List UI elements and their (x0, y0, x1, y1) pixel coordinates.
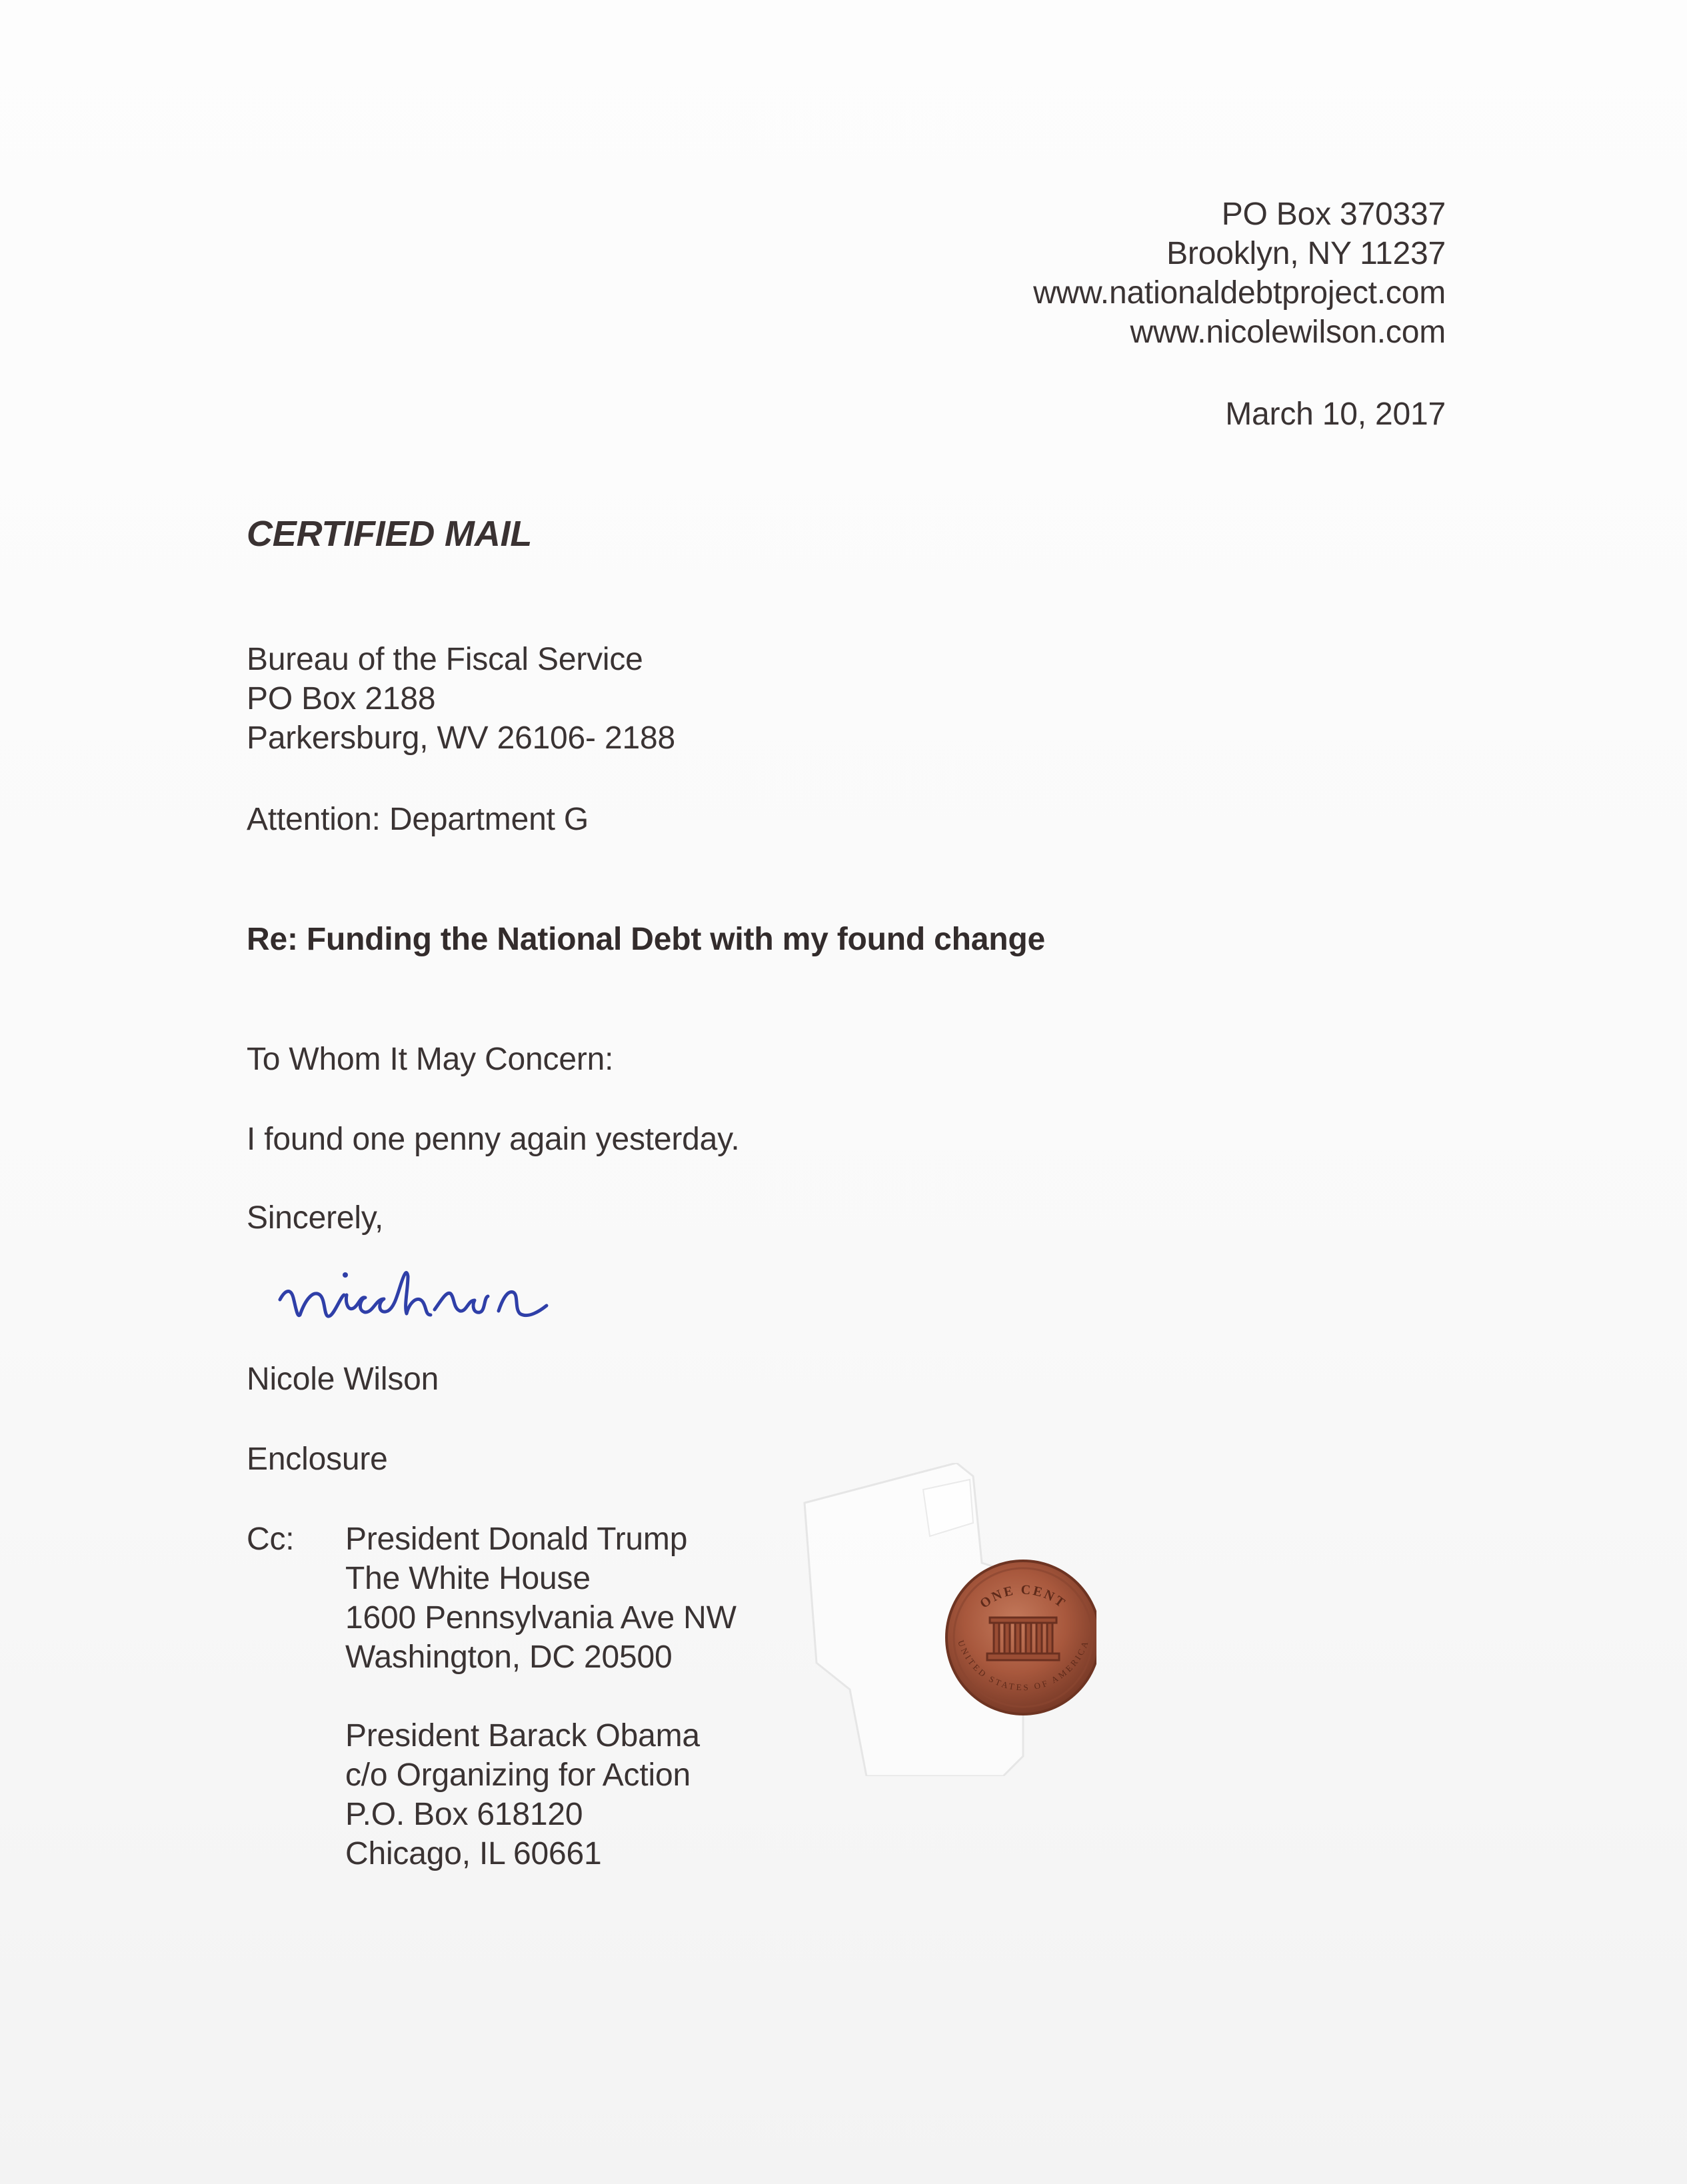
enclosure-note: Enclosure (247, 1442, 388, 1477)
cc-recipient-line: P.O. Box 618120 (345, 1797, 583, 1832)
recipient-organization: Bureau of the Fiscal Service (247, 642, 643, 677)
recipient-po-box: PO Box 2188 (247, 681, 436, 716)
sender-website-1: www.nationaldebtproject.com (1033, 275, 1446, 311)
coin-motto: UNITED STATES OF AMERICA (956, 1639, 1090, 1693)
cc-recipient (345, 1520, 737, 1677)
sender-website-2: www.nicolewilson.com (1130, 315, 1446, 350)
sender-po-box: PO Box 370337 (1221, 197, 1446, 232)
closing: Sincerely, (247, 1200, 384, 1236)
coin-label: ONE CENT (977, 1582, 1069, 1612)
taped-penny (803, 1463, 1096, 1776)
recipient-address (247, 640, 675, 758)
cc-recipient-line: c/o Organizing for Action (345, 1757, 691, 1793)
cc-recipient-line: The White House (345, 1561, 591, 1596)
subject-line: Re: Funding the National Debt with my found change (247, 922, 1045, 957)
cc-recipient (345, 1716, 700, 1873)
sender-city-state-zip: Brooklyn, NY 11237 (1166, 236, 1446, 271)
letter-date: March 10, 2017 (1225, 397, 1446, 432)
cc-recipient-line: President Barack Obama (345, 1718, 700, 1753)
handwritten-signature (267, 1236, 613, 1343)
cc-recipient-line: Chicago, IL 60661 (345, 1836, 602, 1871)
recipient-city-state-zip: Parkersburg, WV 26106- 2188 (247, 720, 675, 756)
certified-mail-heading: CERTIFIED MAIL (247, 514, 533, 554)
attention-line: Attention: Department G (247, 802, 589, 837)
cc-recipient-line: 1600 Pennsylvania Ave NW (345, 1600, 737, 1636)
cc-label: Cc: (247, 1522, 295, 1557)
cc-recipient-line: President Donald Trump (345, 1522, 688, 1557)
sender-address (1033, 195, 1446, 352)
cc-recipient-line: Washington, DC 20500 (345, 1639, 673, 1675)
salutation: To Whom It May Concern: (247, 1042, 614, 1077)
signer-name: Nicole Wilson (247, 1362, 439, 1397)
letter-body: I found one penny again yesterday. (247, 1122, 740, 1157)
